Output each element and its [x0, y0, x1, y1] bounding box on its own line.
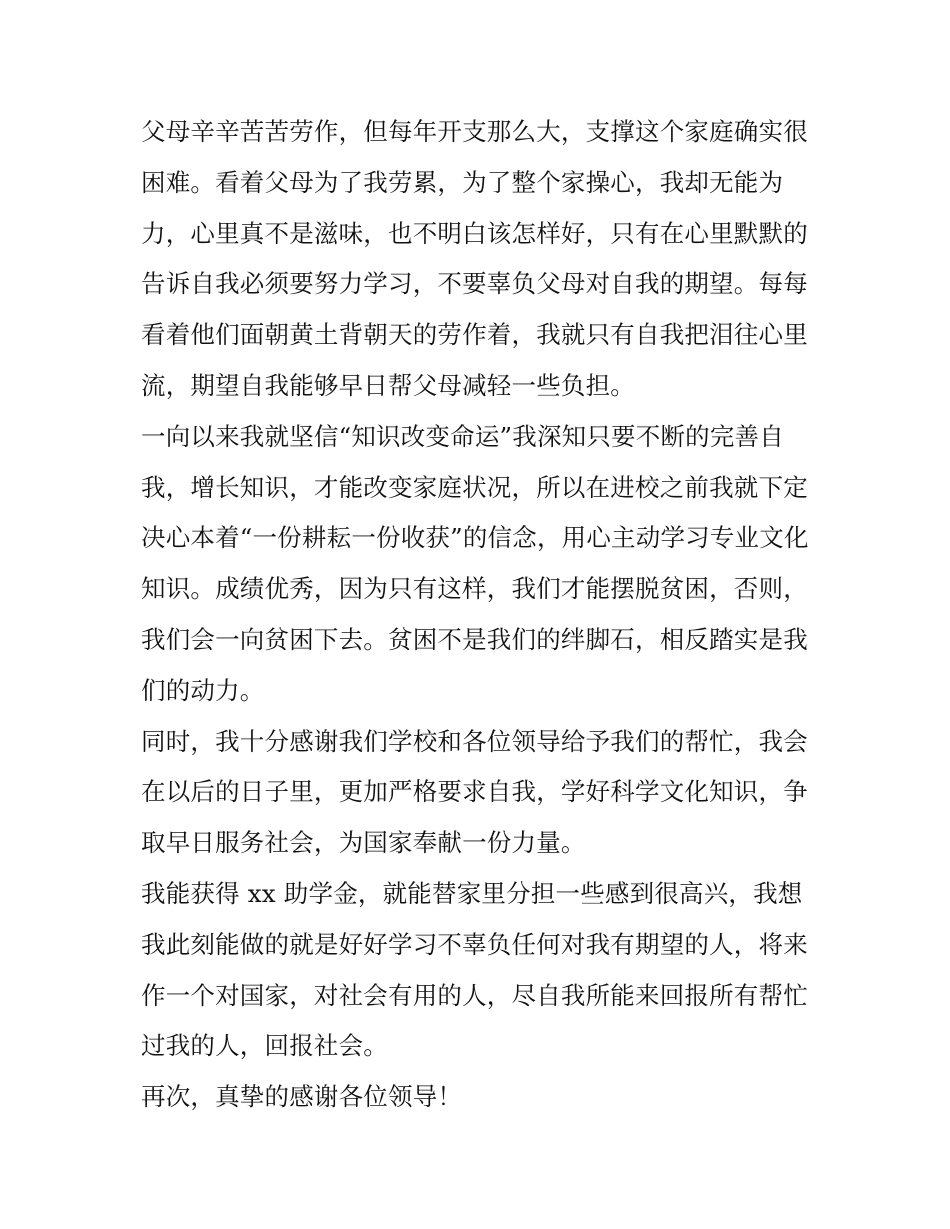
- text-line: 同时，我十分感谢我们学校和各位领导给予我们的帮忙，我会: [141, 726, 808, 756]
- text-line: 困难。看着父母为了我劳累，为了整个家操心，我却无能为: [141, 167, 784, 197]
- text-line: 力，心里真不是滋味，也不明白该怎样好，只有在心里默默的: [141, 218, 808, 248]
- text-line: 我此刻能做的就是好好学习不辜负任何对我有期望的人，将来: [141, 929, 808, 959]
- text-line: 我能获得 xx 助学金，就能替家里分担一些感到很高兴，我想: [141, 878, 803, 908]
- text-line: 一向以来我就坚信“知识改变命运”我深知只要不断的完善自: [141, 421, 784, 451]
- text-line: 取早日服务社会，为国家奉献一份力量。: [141, 828, 586, 858]
- text-line: 父母辛辛苦苦劳作，但每年开支那么大，支撑这个家庭确实很: [141, 117, 808, 146]
- text-line: 告诉自我必须要努力学习，不要辜负父母对自我的期望。每每: [141, 269, 808, 299]
- text-line: 作一个对国家，对社会有用的人，尽自我所能来回报所有帮忙: [141, 980, 808, 1010]
- text-line: 知识。成绩优秀，因为只有这样，我们才能摆脱贫困，否则，: [141, 574, 808, 604]
- document-body: [141, 107, 821, 1123]
- text-line: 我，增长知识，才能改变家庭状况，所以在进校之前我就下定: [141, 472, 808, 502]
- text-line: 我们会一向贫困下去。贫困不是我们的绊脚石，相反踏实是我: [141, 624, 808, 654]
- text-line: 看着他们面朝黄土背朝天的劳作着，我就只有自我把泪往心里: [141, 320, 808, 350]
- text-line: 流，期望自我能够早日帮父母减轻一些负担。: [141, 370, 635, 400]
- text-line: 在以后的日子里，更加严格要求自我，学好科学文化知识，争: [141, 777, 808, 807]
- text-line: 再次，真挚的感谢各位领导！: [141, 1082, 463, 1112]
- text-line: 们的动力。: [141, 675, 265, 705]
- text-line: 过我的人，回报社会。: [141, 1031, 388, 1061]
- text-line: 决心本着“一份耕耘一份收获”的信念，用心主动学习专业文化: [141, 523, 809, 553]
